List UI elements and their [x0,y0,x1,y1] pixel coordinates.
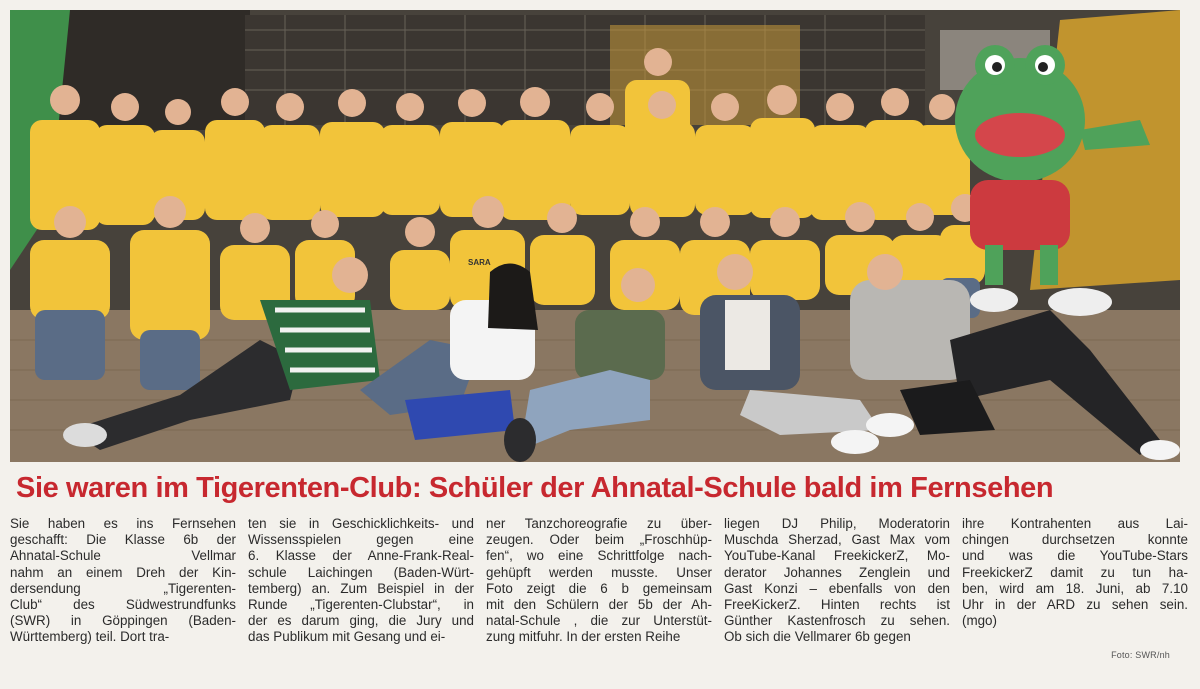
text-line: ihre Kontrahenten aus Lai- [962,516,1188,531]
text-line: Uhr in der ARD zu sehen sein. [962,597,1188,613]
text-line: fen“, wo eine Schrittfolge nach- [486,548,712,564]
text-line: YouTube-Kanal FreekickerZ, Mo- [724,548,950,564]
text-line: gehüpft werden musste. Unser [486,564,712,580]
text-line: geschafft: Die Klasse 6b der [10,532,236,548]
text-line: dersendung „Tigerenten- [10,580,236,596]
text-line: der es darum ging, die Jury und [248,613,474,629]
text-line: chingen durchsetzen konnte [962,532,1188,548]
text-line: Muschda Sherzad, Gast Max vom [724,532,950,548]
text-line: zeugen. Oder beim „Froschhüp- [486,532,712,548]
text-line: Günther Kastenfrosch zu sehen. [724,613,950,629]
text-line: ten sie in Geschicklichkeits- und [248,516,474,531]
text-line: Runde „Tigerenten-Clubstar“, in [248,597,474,613]
text-line: nahm an einem Dreh der Kin- [10,564,236,580]
text-line: (SWR) in Göppingen (Baden- [10,613,236,629]
article-body [10,516,1190,666]
text-line: ner Tanzchoreografie zu über- [486,516,712,531]
text-line: ben, wird am 18. Juni, ab 7.10 [962,580,1188,596]
photo-credit: Foto: SWR/nh [1111,650,1170,660]
text-line: Württemberg) teil. Dort tra- [10,629,170,645]
text-line: und was die YouTube-Stars [962,548,1188,564]
dark-backdrop [50,10,250,130]
text-line: derator Johannes Zenglein und [724,564,950,580]
text-line: Sie haben es ins Fernsehen [10,516,236,531]
text-line: Ob sich die Vellmarer 6b gegen [724,629,911,645]
text-line: mit den Schülern der 5b der Ah- [486,597,712,613]
text-line: liegen DJ Philip, Moderatorin [724,516,950,531]
text-line: natal-Schule , die zur Unterstüt- [486,613,712,629]
text-line: Ahnatal-Schule Vellmar [10,548,236,564]
text-line: (mgo) [962,613,997,629]
text-column-4 [724,516,950,666]
text-line: schule Laichingen (Baden-Würt- [248,564,474,580]
text-column-5 [962,516,1188,666]
text-line: Foto zeigt die 6 b gemeinsam [486,580,712,596]
text-line: zung mitfuhr. In der ersten Reihe [486,629,681,645]
text-line: Wissensspielen gegen eine [248,532,474,548]
group-photo [10,10,1180,462]
text-column-3 [486,516,712,666]
text-line: Gast Konzi – ebenfalls von den [724,580,950,596]
shirt-name-label: SARA [468,258,491,267]
text-column-1 [10,516,236,666]
text-line: FreekickerZ damit zu tun ha- [962,564,1188,580]
text-line: FreeKickerZ. Hinten rechts ist [724,597,950,613]
text-line: temberg) an. Zum Beispiel in der [248,580,474,596]
text-line: 6. Klasse der Anne-Frank-Real- [248,548,474,564]
text-line: das Publikum mit Gesang und ei- [248,629,446,645]
photo-illustration [10,10,1180,462]
text-line: Club“ des Südwestrundfunks [10,597,236,613]
text-column-2 [248,516,474,666]
headline: Sie waren im Tigerenten-Club: Schüler der Ahnatal-Schule bald im Fernsehen [16,472,1054,504]
